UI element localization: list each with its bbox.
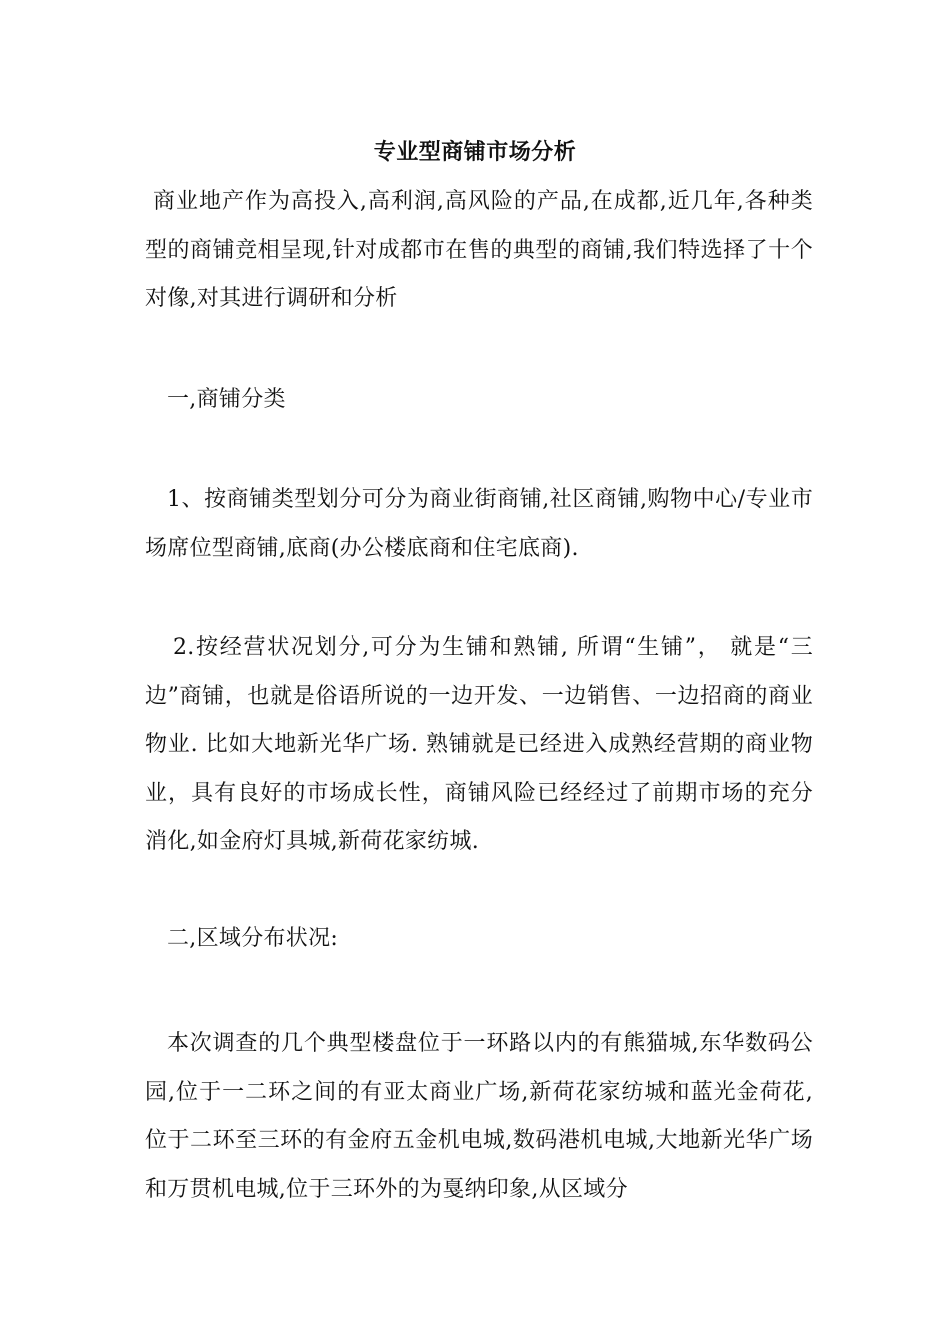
section-1-item-2: 2.按经营状况划分,可分为生铺和熟铺, 所谓“生铺”， 就是“三边”商铺，也就是俗语所说的一边开发、一边销售、一边招商的商业物业. 比如大地新光华广场. 熟铺就是已经进入成熟经营期的商业物业，具有良好的市场成长性，商铺风险已经经过了前期市场的充分消化,如金府灯具城,新荷花家纺城. [145, 635, 813, 854]
document-title: 专业型商铺市场分析 [373, 139, 577, 165]
section-2-body: 本次调查的几个典型楼盘位于一环路以内的有熊猫城,东华数码公园,位于一二环之间的有亚太商业广场,新荷花家纺城和蓝光金荷花,位于二环至三环的有金府五金机电城,数码港机电城,大地新光华广场和万贯机电城,位于三环外的为戛纳印象,从区域分 [145, 1031, 814, 1202]
section-1-heading: 一,商铺分类 [167, 387, 286, 412]
section-2-heading: 二,区域分布状况: [167, 926, 339, 951]
intro-paragraph: 商业地产作为高投入,高利润,高风险的产品,在成都,近几年,各种类型的商铺竞相呈现,针对成都市在售的典型的商铺,我们特选择了十个对像,对其进行调研和分析 [145, 189, 814, 311]
section-1-item-1: 1、按商铺类型划分可分为商业街商铺,社区商铺,购物中心/专业市场席位型商铺,底商(办公楼底商和住宅底商). [145, 487, 813, 561]
